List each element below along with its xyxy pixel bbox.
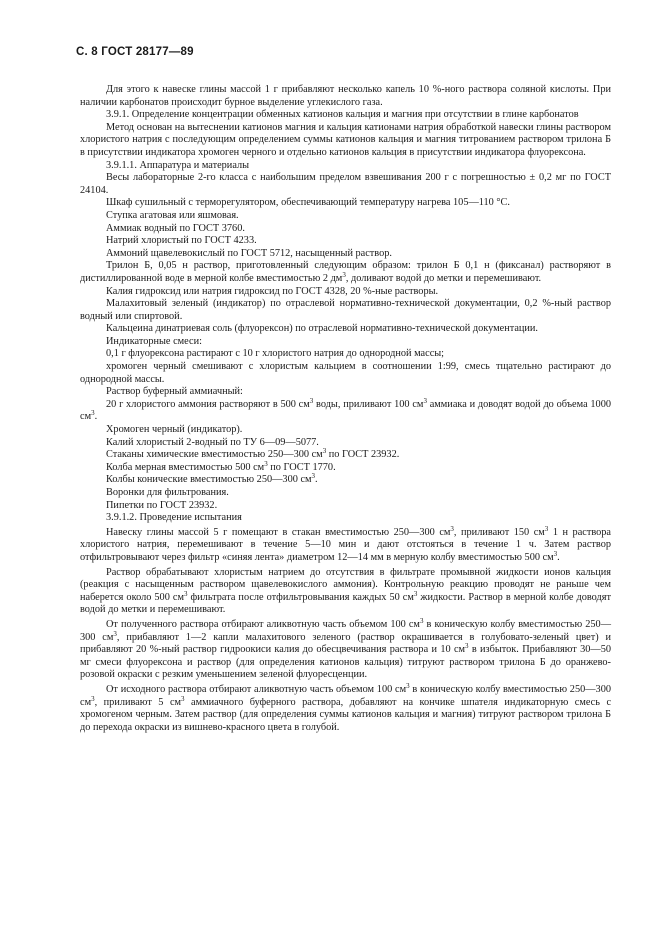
equipment-item [80,437,611,450]
superscript-3: 3 [465,642,469,651]
superscript-3: 3 [91,409,95,418]
text-run: в избыток. Прибавляют 30—50 мг смеси флуорексона и раствор (для определения катионов кальция) титруют раствором трилона Б до оранжево-розовой окраски с резким уменьшением зеленой флуоресценции. [80,644,611,681]
superscript-3: 3 [342,270,346,279]
text-run: Весы лабораторные 2-го класса с наибольшим пределом взвешивания 200 г с погрешностью ± 0,2 мг по ГОСТ 24104. [80,172,611,196]
equipment-item [80,348,611,361]
equipment-item [80,172,611,197]
text-run: 3.9.1.1. Аппаратура и материалы [106,159,250,171]
text-run: жидкости. Раствор в мерной колбе доводят водой до метки и перемешивают. [80,591,611,616]
text-run: Кальцеина динатриевая соль (флуорексон) по отраслевой нормативно-технической документации. [106,323,539,335]
section-heading-3-9-1-2 [80,512,611,525]
text-run: 20 г хлористого аммония растворяют в 500 см [106,398,310,410]
text-run: . [557,551,560,563]
superscript-3: 3 [113,629,117,638]
text-run: 1 н раствора хлористого натрия, перемешивают в течение 5—10 мин и дают отстояться в течение 1 ч. Затем раствор отфильтровывают через фильтр «синяя лента» диаметром 12—14 мм в мерную колбу вместимостью 500 см [80,526,611,563]
superscript-3: 3 [322,447,327,456]
paragraph-procedure-step [80,681,612,734]
paragraph-carbonate-test [80,84,611,109]
text-run: Шкаф сушильный с терморегулятором, обеспечивающий температуру нагрева 105—110 °С. [106,197,510,209]
text-run: . [94,411,98,423]
equipment-item [80,500,611,513]
text-run: Индикаторные смеси: [106,335,202,347]
text-run: хромоген черный смешивают с хлористым кальцием в соотношении 1:99, смесь тщательно растирают до однородной массы. [80,361,611,385]
equipment-item [80,361,611,386]
text-run: воды, приливают 100 см [313,398,424,410]
text-run: От исходного раствора отбирают аликвотную часть объемом 100 см [106,683,407,695]
superscript-3: 3 [423,396,427,405]
superscript-3: 3 [181,694,185,703]
equipment-item [80,197,611,210]
paragraph-procedure-step [80,524,611,565]
equipment-item [80,323,611,336]
text-run: 0,1 г флуорексона растирают с 10 г хлористого натрия до однородной массы; [106,348,445,360]
superscript-3: 3 [91,694,95,703]
text-run: фильтрата после отфильтровывания каждых 50 см [187,591,414,603]
superscript-3: 3 [264,459,268,468]
text-run: , доливают водой до метки и перемешивают. [345,272,542,284]
text-run: в коническую колбу вместимостью 250—300 см [80,683,611,708]
text-run: Пипетки по ГОСТ 23932. [106,499,218,511]
text-run: Колба мерная вместимостью 500 см [106,461,265,473]
text-run: , приливают 5 см [94,696,182,708]
text-run: От полученного раствора отбирают аликвотную часть объемом 100 см [106,618,420,630]
text-run: Хромоген черный (индикатор). [106,424,243,436]
text-run: Трилон Б, 0,05 н раствор, приготовленный следующим образом: трилон Б 0,1 н (фиксанал) растворяют в дистиллированной воде в мерной колбе вместимостью 2 дм [80,260,611,284]
superscript-3: 3 [183,589,188,598]
equipment-item [80,210,611,223]
text-run: Ступка агатовая или яшмовая. [106,209,239,221]
text-run: 3.9.1.2. Проведение испытания [106,512,242,524]
equipment-item [80,298,611,323]
equipment-item [80,424,611,437]
equipment-item [80,336,611,349]
section-heading-3-9-1-1 [80,160,611,173]
superscript-3: 3 [406,681,410,690]
text-run: . [315,474,318,486]
text-run: Калий хлористый 2-водный по ТУ 6—09—5077. [106,436,319,448]
text-run: аммиака и доводят водой до объема 1000 см [80,398,612,423]
equipment-item [80,260,611,285]
document-page [76,46,612,734]
paragraph-procedure-step [80,567,611,617]
equipment-item [80,386,611,399]
paragraph-method-principle [80,122,611,160]
text-run: Метод основан на вытеснении катионов магния и кальция катионами натрия обработкой навески глины раствором хлористого натрия с последующим определением суммы катионов кальция и магния титрованием раствором трилона Б в присутствии индикатора хромоген черного и отдельно катионов кальция в присутствии индикатора флуорексона. [80,121,611,158]
text-run: Для этого к навеске глины массой 1 г прибавляют несколько капель 10 %-ного раствора соляной кислоты. При наличии карбонатов происходит бурное выделение углекислого газа. [80,84,611,108]
text-run: 3.9.1. Определение концентрации обменных катионов кальция и магния при отсутствии в глине карбонатов [106,109,579,121]
superscript-3: 3 [311,472,316,481]
text-run: Малахитовый зеленый (индикатор) по отраслевой нормативно-технической документации, 0,2 %-ный раствор водный или спиртовой. [80,298,611,322]
equipment-item [80,286,611,299]
equipment-item [80,459,611,475]
equipment-item [80,487,611,500]
text-run: Натрий хлористый по ГОСТ 4233. [106,235,257,247]
equipment-item [80,223,611,236]
text-run: Навеску глины массой 5 г помещают в стакан вместимостью 250—300 см [106,526,451,538]
text-run: Калия гидроксид или натрия гидроксид по ГОСТ 4328, 20 %-ные растворы. [106,285,439,297]
equipment-item [80,235,611,248]
text-run: по ГОСТ 1770. [267,461,336,473]
section-heading-3-9-1 [80,109,611,122]
text-run: Аммоний щавелевокислый по ГОСТ 5712, насыщенный раствор. [106,247,392,259]
text-run: , приливают 150 см [453,526,545,538]
text-run: Раствор буферный аммиачный: [106,386,243,398]
equipment-item [80,396,612,424]
superscript-3: 3 [450,524,454,533]
page-header: С. 8 ГОСТ 28177—89 [76,46,194,58]
text-run: в коническую колбу вместимостью 250—300 см [80,618,612,643]
text-run: , прибавляют 1—2 капли малахитового зеленого (раствор окрашивается в голубовато-зеленый цвет) и прибавляют 20 %-ный раствор гидроокиси калия до обесцвечивания раствора и 10 см [80,631,611,656]
superscript-3: 3 [309,396,314,405]
text-run: аммиачного буферного раствора, добавляют на кончике шпателя индикаторную смесь с хромогеном черным. Затем раствор (для определения суммы катионов кальция и магния) титруют раствором трилона Б до перехода окраски из вишнево-красного цвета в голубой. [80,696,612,733]
document-body [80,84,611,734]
superscript-3: 3 [419,616,424,625]
superscript-3: 3 [544,524,549,533]
text-run: Колбы конические вместимостью 250—300 см [106,474,312,486]
equipment-item [80,449,611,462]
text-run: Раствор обрабатывают хлористым натрием до отсутствия в фильтрате промывной жидкости ионов кальция (реакция с насыщенным раствором щавелевокислого аммония). Контрольную реакцию проводят не раньше чем наберется около 500 см [80,566,611,603]
text-run: Аммиак водный по ГОСТ 3760. [106,222,245,234]
superscript-3: 3 [553,549,558,558]
superscript-3: 3 [413,589,418,598]
text-run: Стаканы химические вместимостью 250—300 см [106,449,323,461]
equipment-item [80,474,611,487]
paragraph-procedure-step [80,616,612,682]
text-run: Воронки для фильтрования. [106,487,229,498]
text-run: по ГОСТ 23932. [326,449,400,461]
equipment-item [80,248,611,261]
